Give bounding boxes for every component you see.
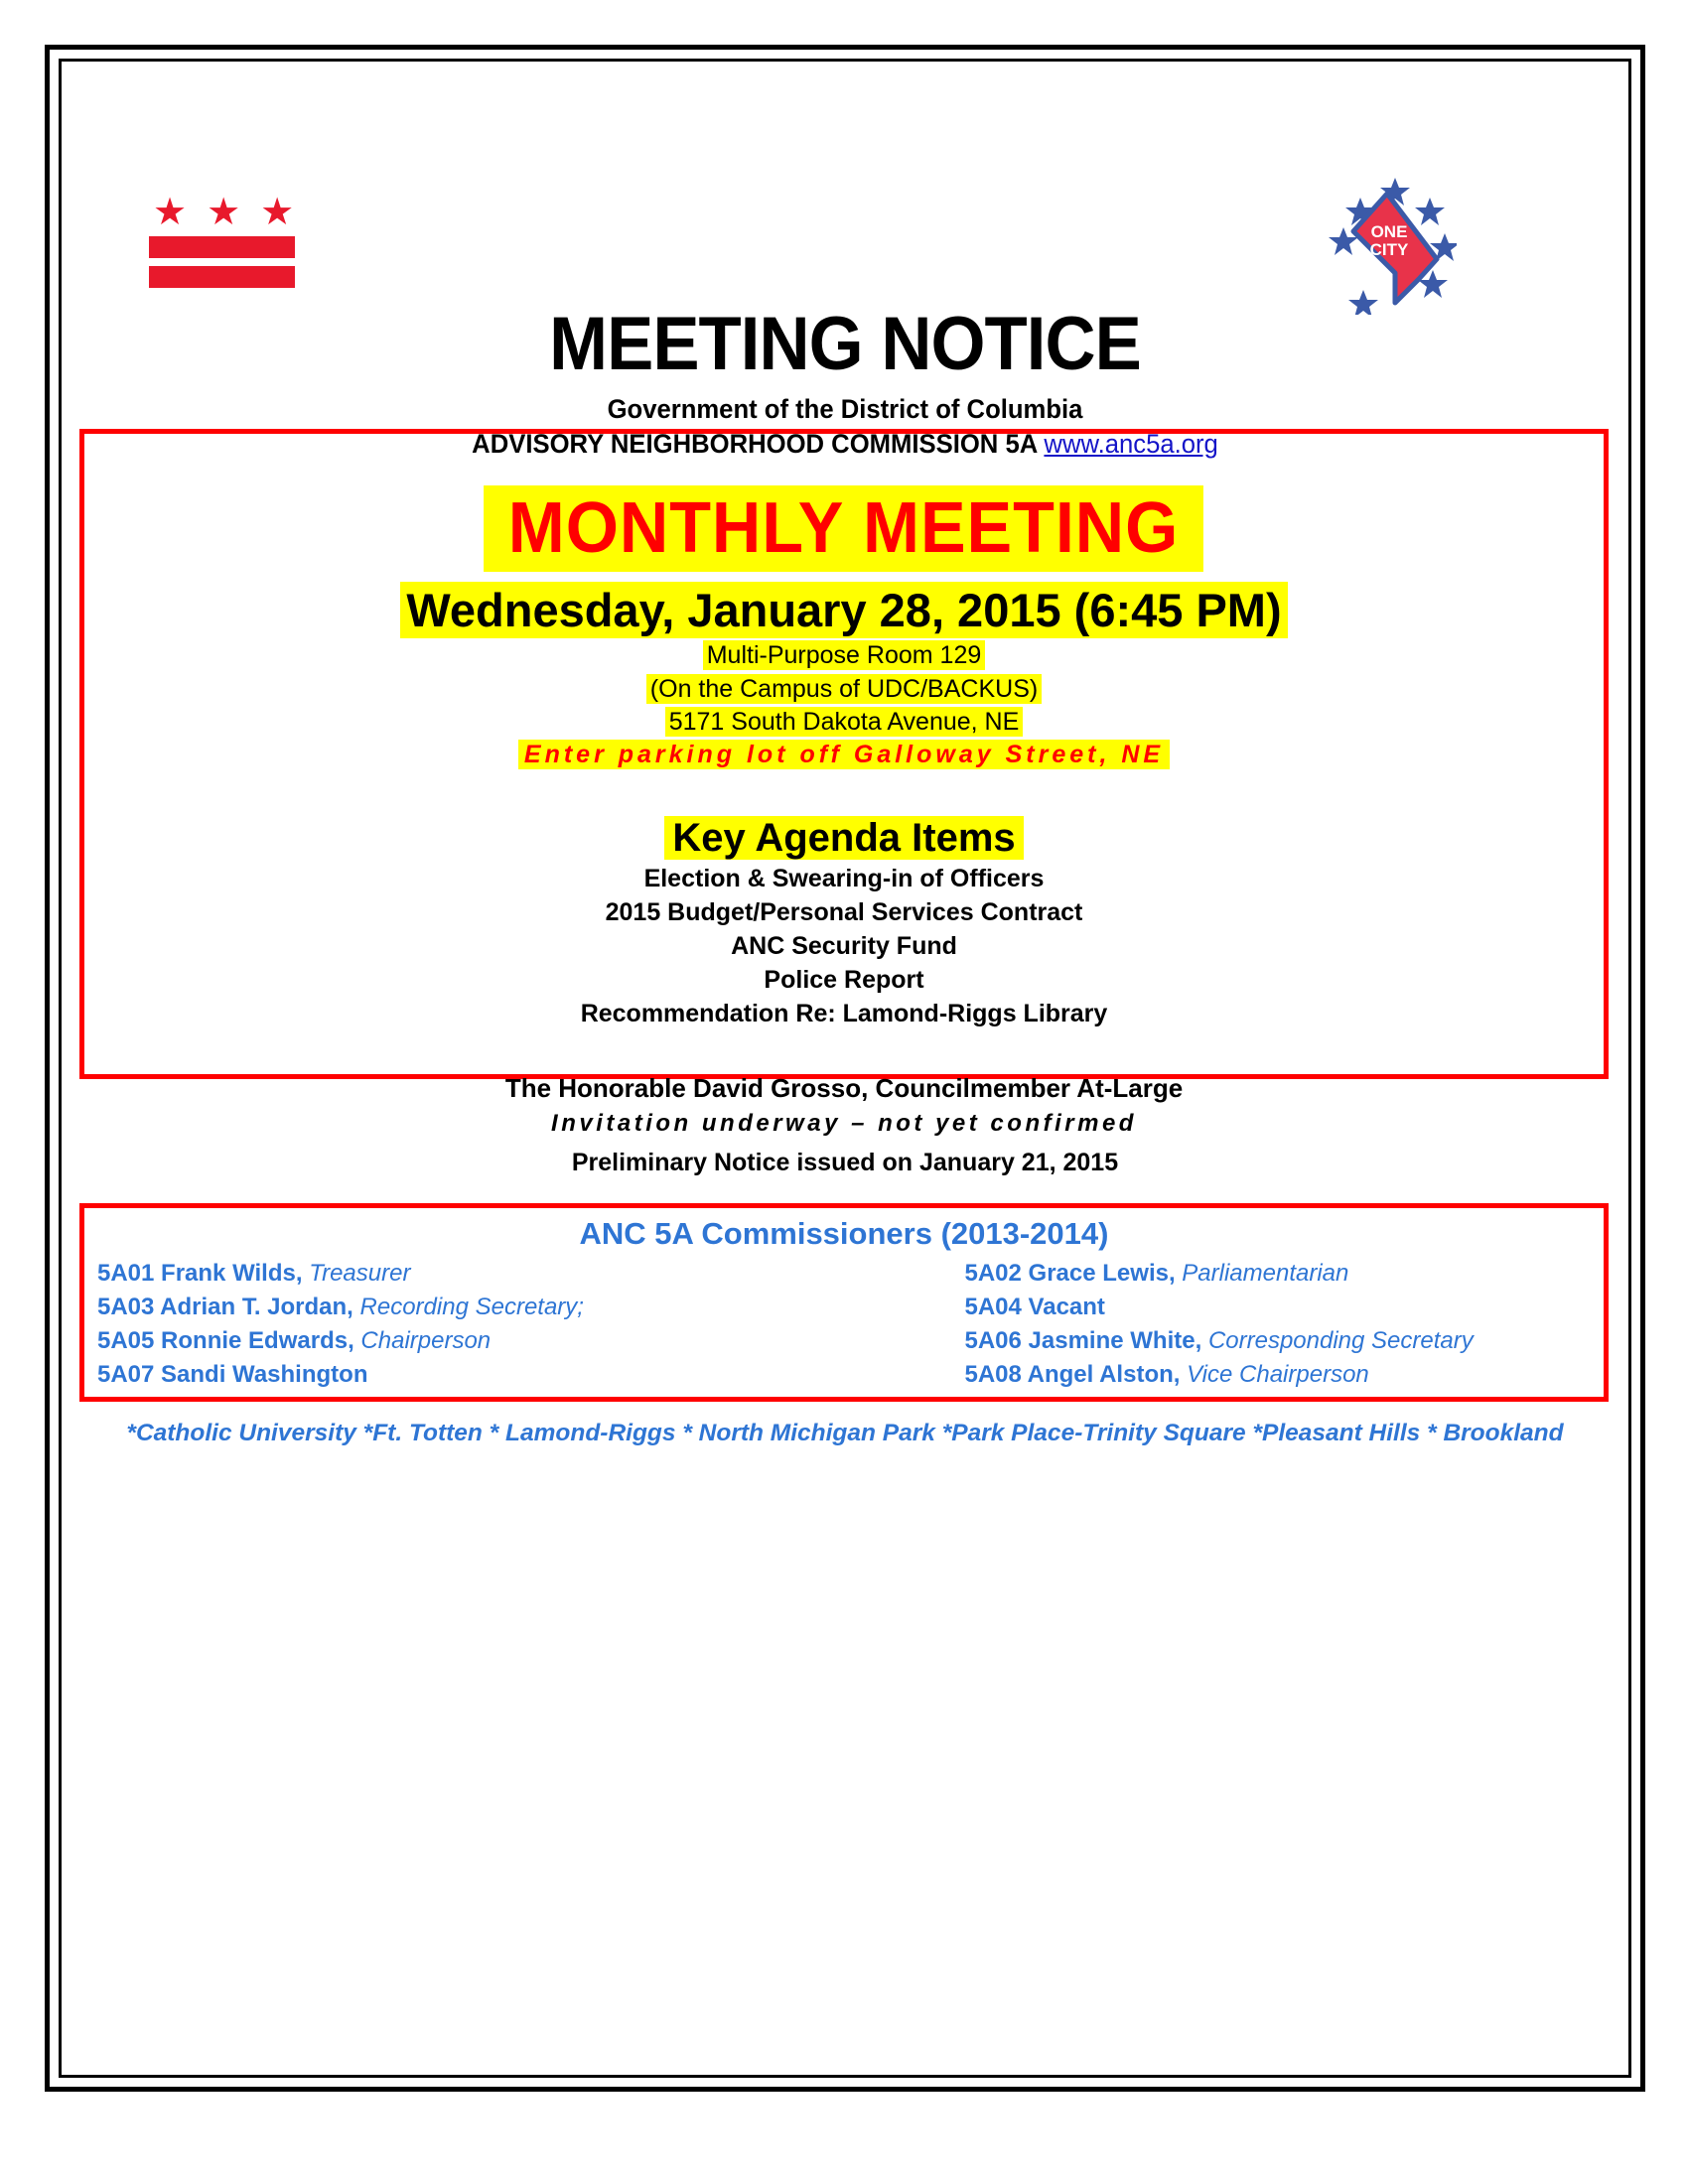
commissioner-name: 5A01 Frank Wilds, [97, 1259, 303, 1287]
commission-label: ADVISORY NEIGHBORHOOD COMMISSION 5A [472, 428, 1038, 459]
agenda-item: Election & Swearing-in of Officers [643, 864, 1045, 892]
commissioner-name: 5A04 Vacant [964, 1293, 1105, 1320]
dc-flag-stars [153, 192, 303, 233]
dc-flag-bar-bottom [149, 266, 295, 288]
guest-speaker-name: The Honorable David Grosso, Councilmember At-Large [504, 1072, 1184, 1103]
commissioner-role: Chairperson [360, 1326, 492, 1354]
commissioner-role: Treasurer [309, 1259, 411, 1287]
venue-campus [84, 674, 1604, 705]
meeting-date-text: Wednesday, January 28, 2015 (6:45 PM) [400, 582, 1287, 638]
commissioner-role: Recording Secretary; [359, 1293, 584, 1320]
venue-room [84, 640, 1604, 671]
dc-flag-bar-top [149, 236, 295, 258]
parking-instructions-text: Enter parking lot off Galloway Street, NE [518, 740, 1170, 769]
meeting-date [84, 584, 1604, 637]
star-icon: ★ [260, 192, 295, 233]
one-city-text-city: CITY [1369, 240, 1409, 259]
commissioner-entry [851, 1324, 1605, 1358]
commissioner-name: 5A05 Ronnie Edwards, [97, 1326, 354, 1354]
commissioner-role: Vice Chairperson [1187, 1360, 1369, 1388]
agenda-item: Recommendation Re: Lamond-Riggs Library [580, 999, 1108, 1027]
star-icon: ★ [153, 192, 188, 233]
commissioner-entry [851, 1291, 1605, 1324]
one-city-logo-icon [1328, 176, 1457, 315]
venue-address [84, 707, 1604, 738]
one-city-svg [1328, 176, 1457, 315]
commissioner-name: 5A07 Sandi Washington [97, 1360, 368, 1388]
monthly-meeting-text: MONTHLY MEETING [485, 485, 1204, 572]
agenda-heading [84, 814, 1604, 862]
agenda-item: ANC Security Fund [731, 931, 957, 960]
commissioner-entry [97, 1358, 851, 1392]
agenda-heading-text: Key Agenda Items [664, 816, 1023, 860]
commissioner-name: 5A08 Angel Alston, [964, 1360, 1181, 1388]
page-content [62, 62, 1628, 2075]
commissioner-entry [97, 1291, 851, 1324]
commissioner-role: Parliamentarian [1182, 1259, 1349, 1287]
agenda-item: Police Report [764, 965, 924, 994]
one-city-text-one: ONE [1370, 222, 1408, 241]
commissioners-heading: ANC 5A Commissioners (2013-2014) [579, 1216, 1109, 1251]
guest-speaker-status: Invitation underway – not yet confirmed [551, 1109, 1137, 1137]
page-title: MEETING NOTICE [549, 302, 1141, 386]
neighborhoods-line: *Catholic University *Ft. Totten * Lamond-Riggs * North Michigan Park *Park Place-Trinity Square *Pleasant Hills * Brookland [126, 1420, 1564, 1446]
commissioner-name: 5A06 Jasmine White, [964, 1326, 1202, 1354]
commissioner-name: 5A03 Adrian T. Jordan, [97, 1293, 353, 1320]
commissioner-name: 5A02 Grace Lewis, [964, 1259, 1176, 1287]
commissioners-box [79, 1203, 1609, 1402]
venue-address-text: 5171 South Dakota Avenue, NE [665, 707, 1024, 737]
commissioner-entry [851, 1358, 1605, 1392]
anc-website-link[interactable]: www.anc5a.org [1044, 428, 1218, 459]
commissioner-entry [851, 1257, 1605, 1291]
agenda-item: 2015 Budget/Personal Services Contract [605, 897, 1083, 926]
commissioner-entry [97, 1257, 851, 1291]
commissioners-grid [84, 1257, 1604, 1392]
government-line: Government of the District of Columbia [607, 393, 1083, 424]
venue-campus-text: (On the Campus of UDC/BACKUS) [646, 674, 1042, 704]
commissioner-entry [97, 1324, 851, 1358]
venue-room-text: Multi-Purpose Room 129 [703, 640, 986, 670]
meeting-notice-box [79, 429, 1609, 1137]
parking-instructions [84, 741, 1604, 769]
preliminary-notice: Preliminary Notice issued on January 21, 2015 [571, 1149, 1119, 1176]
monthly-meeting-banner [84, 485, 1604, 572]
star-icon: ★ [207, 192, 241, 233]
dc-flag-icon [149, 192, 303, 305]
commissioner-role: Corresponding Secretary [1207, 1326, 1474, 1354]
